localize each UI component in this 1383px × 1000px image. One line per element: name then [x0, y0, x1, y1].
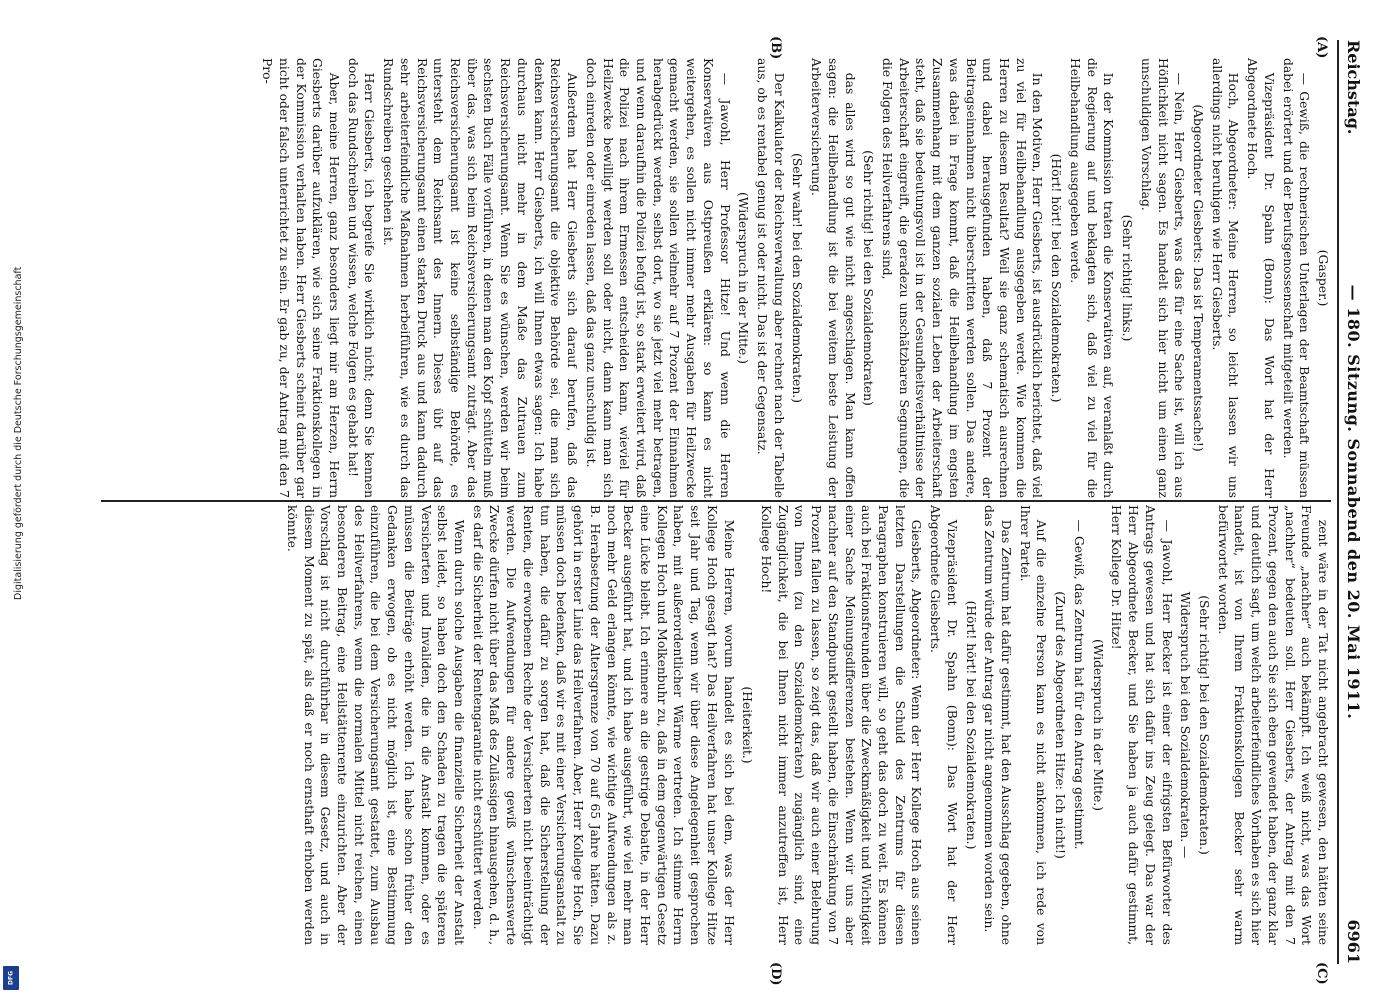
paragraph: Hoch, Abgeordneter: Meine Herren, so leicht lassen wir uns allerdings nicht beruhigen wie Herr Giesberts.: [1209, 58, 1241, 498]
paragraph: — Nein, Herr Giesberts, was das für eine Sache ist, will ich aus Höflichkeit nicht sagen. Es handelt sich hier nicht um einen ganz unschuldigen Vorschlag.: [1138, 58, 1187, 498]
paragraph: Aber, meine Herren, ganz besonders liegt mir am Herzen, Herrn Giesberts darüber aufzuklären, wie sich seine Fraktionskollegen in der Kommission verhalten haben. Herr Giesberts scheint darüber gar nicht oder falsch unterrichtet zu sein. Er gab zu, der Antrag mit den 7 Pro-: [260, 58, 342, 498]
interjection: (Abgeordneter Giesberts: Das ist Temperamentssache!): [1190, 104, 1205, 452]
interjection: (Sehr wahr! bei den Sozialdemokraten.): [790, 153, 805, 403]
interjection: (Sehr richtig! bei den Sozialdemokraten.): [1196, 595, 1211, 855]
right-text-column: [101, 505, 1331, 945]
margin-marker-a: (A): [1314, 36, 1329, 59]
paragraph: Meine Herren, worum handelt es sich bei dem, was der Herr Kollege Hoch gesagt hat? Das Heilverfahren hat unser Kollege Hitze seit Jahr und Tag, wenn wir über diese Angelegenheit gesprochen haben, mit außerordentlicher Wärme vertreten. Ich stimme Herrn Kollegen Hoch und Molkenbuhr zu, daß in dem gegenwärtigen Gesetz eine Lücke bleibt. Ich erinnere an die gestrige Debatte, in der Herr Becker ausgeführt hat, und ich habe ausgeführt, wie viel mehr man noch mehr Geld erlangen könnte, wie wichtige Aufwendungen als z. B. Herabsetzung der Altersgrenze von 70 auf 65 Jahre hätten. Dazu gehört in erster Linie das Heilverfahren. Aber, Herr Kollege Hoch, Sie müssen doch bedenken, daß wir es mit einer Versicherungsanstalt zu tun haben, die dafür zu sorgen hat, daß die Sicherstellung der Renten, die erworbenen Rechte der Versicherten nicht beeinträchtigt werden. Die Aufwendungen für andere gewiß wünschenswerte Zwecke dürfen nicht über das Maß des Zulässigen hinausgehen, d. h., es darf die Sicherheit der Rentengarantie nicht erschüttert werden.: [470, 505, 736, 945]
header-page-number: 6961: [1344, 919, 1364, 964]
column-divider: [101, 500, 1331, 502]
paragraph: Der Kalkulator der Reichsverwaltung aber rechnet nach der Tabelle aus, ob es rentabel genug ist oder nicht. Das ist der Gegensatz.: [755, 58, 786, 498]
paragraph: Vizepräsident Dr. Spahn (Bonn): Das Wort hat der Herr Abgeordnete Giesberts.: [928, 505, 959, 945]
header-session-date: — 180. Sitzung. Sonnabend den 20. Mai 1911.: [1344, 284, 1364, 720]
interjection: (Widerspruch in der Mitte.): [1090, 639, 1105, 811]
page-header: [1337, 40, 1369, 964]
interjection: (Hört! hört! bei den Sozialdemokraten.): [963, 600, 978, 850]
paragraph: zent wäre in der Tat nicht angebracht gewesen, den hätten seine Freunde „nachher“ auch bekämpft. Ich weiß nicht, was das Wort „nachher“ bedeuten soll. Herr Giesberts, der Antrag mit den 7 Prozent, gegen den auch Sie sich eben gewendet haben, der ganz klar und deutlich sagt, um welch arbeiterfeindliches Vorhaben es sich hier handelt, ist von Ihrem Fraktionskollegen Becker sehr warm befürwortet worden.: [1215, 505, 1330, 945]
paragraph: In der Kommission traten die Konservativen auf, veranlaßt durch die Regierung auf und beklagten sich, daß viel zu viel für die Heilbehandlung ausgegeben werde.: [1067, 58, 1116, 498]
interjection: (Sehr richtig! links.): [1120, 214, 1135, 342]
digitization-credit: Digitalisierung gefördert durch die Deutsche Forschungsgemeinschaft: [13, 266, 24, 600]
paragraph: Wenn durch solche Ausgaben die finanzielle Sicherheit der Anstalt selbst leidet, so haben doch den Schaden zu tragen die späteren Versicherten und Invaliden, die in die Anstalt kommen, oder es müssen die Beiträge erhöht werden. Ich habe schon früher den Gedanken erwogen, ob es nicht möglich ist, eine Bestimmung einzuführen, die bei dem Versicherungsamt gestattet, zum Ausbau des Heilverfahrens, wenn die normalen Mittel nicht reichen, einen besonderen Beitrag, eine Heilstättenrente einzurichten. Aber der Vorschlag ist nicht durchführbar in diesem Gesetz, und auch in diesem Moment zu spät, als daß er noch ernsthaft erhoben werden könnte.: [284, 505, 467, 945]
paragraph: Vizepräsident Dr. Spahn (Bonn): Das Wort hat der Herr Abgeordnete Hoch.: [1245, 58, 1276, 498]
margin-marker-b: (B): [768, 36, 783, 60]
paragraph: Das Zentrum hat dafür gestimmt, hat den Ausschlag gegeben, ohne das Zentrum würde der Antrag gar nicht angenommen worden sein.: [982, 505, 1014, 945]
left-text-column: [101, 58, 1331, 498]
interjection: (Sehr richtig! bei den Sozialdemokraten): [861, 150, 876, 406]
paragraph: Giesberts, Abgeordneter: Wenn der Herr Kollege Hoch aus seinen letzten Darstellungen die Schuld des Zentrums für diesen Paragraphen konstruieren will, so geht das doch zu weit. Es können auch bei Fraktionsfreunden über die Zweckmäßigkeit und Wichtigkeit einer Sache Meinungsdifferenzen bestehen. Wenn wir uns aber nachher auf den Standpunkt gestellt haben, die Einschränkung von 7 Prozent fallen zu lassen, so zeigt das, daß wir auch einer Belehrung von Ihnen (zu den Sozialdemokraten) zugänglich sind, eine Zugänglichkeit, die bei Ihnen nicht immer anzutreffen ist, Herr Kollege Hoch!: [759, 505, 924, 945]
paragraph: das alles wird so gut wie nicht angeschlagen. Man kann offen sagen: die Heilbehandlung ist die bei weitem beste Leistung der Arbeiterversicherung.: [809, 58, 857, 498]
paragraph: — Gewiß, die rechnerischen Unterlagen der Beamtschaft müssen dabei erörtert und der Berufsgenossenschaft mitgeteilt werden.: [1280, 58, 1312, 498]
header-publication: Reichstag.: [1344, 40, 1364, 135]
paragraph: — Jawohl, Herr Professor Hitze! Und wenn die Herren Konservativen aus Ostpreußen erklären: so kann es nicht weitergehen, es sollen nicht immer mehr Ausgaben für Heilzwecke gemacht werden, sie sollen vielmehr auf 7 Prozent der Einnahmen herabgedrückt werden, selbst dort, wo sie jetzt viel mehr betragen, und wenn daraufhin die Polizei befugt ist, so stark erweitert wird, daß die Polizei nach ihrem Ermessen entscheiden kann, wieviel für Heilzwecke bewilligt werden soll oder nicht, dann kann man sich doch einreden oder einreden lassen, daß das ganz unschuldig ist.: [583, 58, 732, 498]
dfg-logo: DFG: [3, 966, 19, 990]
margin-marker-d: (D): [768, 962, 783, 986]
paragraph: In den Motiven, Herr Giesberts, ist ausdrücklich berichtet, daß viel zu viel für Heilbehandlung ausgegeben werde. Wie kommen die Herren zu diesem Resultat? Weil sie ganz schematisch ausrechnen und dabei herausgefunden haben, daß 7 Prozent der Beitragseinnahmen nicht überschritten werden sollen. Das andere, was dabei in Frage kommt, daß die Heilbehandlung im engsten Zusammenhang mit dem ganzen sozialen Leben der Arbeiterschaft steht, daß sie bedeutungsvoll ist in der Gesundheitsverhältnisse der Arbeiterschaft eingreift, die geradezu unschätzbaren Segnungen, die die Folgen des Heilverfahrens sind,: [880, 58, 1045, 498]
paragraph: — Jawohl, Herr Becker ist einer der eifrigsten Befürworter des Antrags gewesen und hat sich dafür ins Zeug gelegt. Das war der Herr Abgeordnete Becker, und Sie haben ja auch dafür gestimmt, Herr Kollege Dr. Hitze!: [1109, 505, 1174, 945]
paragraph: Auf die einzelne Person kann es nicht ankommen, ich rede von Ihrer Partei.: [1017, 505, 1049, 945]
interjection: (Zuruf des Abgeordneten Hitze: Ich nicht!): [1053, 591, 1068, 859]
interjection: (Gasper.): [1316, 249, 1330, 307]
interjection: (Heiterkeit.): [740, 686, 755, 764]
paragraph: Herr Giesberts, ich begreife Sie wirklich nicht; denn Sie kennen doch das Rundschreiben und wissen, welche Folgen es gehabt hat!: [345, 58, 377, 498]
digitization-sidebar: [0, 0, 26, 1000]
paragraph: — Gewiß, das Zentrum hat für den Antrag gestimmt.: [1071, 519, 1086, 850]
interjection: (Hört! hört! bei den Sozialdemokraten.): [1049, 153, 1064, 403]
interjection: (Widerspruch in der Mitte.): [736, 192, 751, 364]
margin-marker-c: (C): [1314, 962, 1329, 985]
interjection: Widerspruch bei den Sozialdemokraten. —: [1178, 591, 1193, 859]
paragraph: Außerdem hat Herr Giesberts sich darauf berufen, daß das Reichsversicherungsamt die objektive Behörde sei, die man sich denken kann. Herr Giesberts, ich will Ihnen etwas sagen: Ich habe durchaus nicht mehr in dem Maße das Zutrauen zum Reichsversicherungsamt. Wenn Sie es wünschen, werden wir beim sechsten Buch Fälle vorführen, in denen man den Kopf schütteln muß über das, was sich beim Reichsversicherungsamt zuträgt. Aber das Reichsversicherungsamt ist keine selbständige Behörde, es untersteht dem Reichsamt des Innern. Dieses übt auf das Reichsversicherungsamt einen starken Druck aus und kann dadurch sehr arbeiterfeindliche Maßnahmen herbeiführen, wie es durch das Rundschreiben geschehen ist.: [381, 58, 580, 498]
